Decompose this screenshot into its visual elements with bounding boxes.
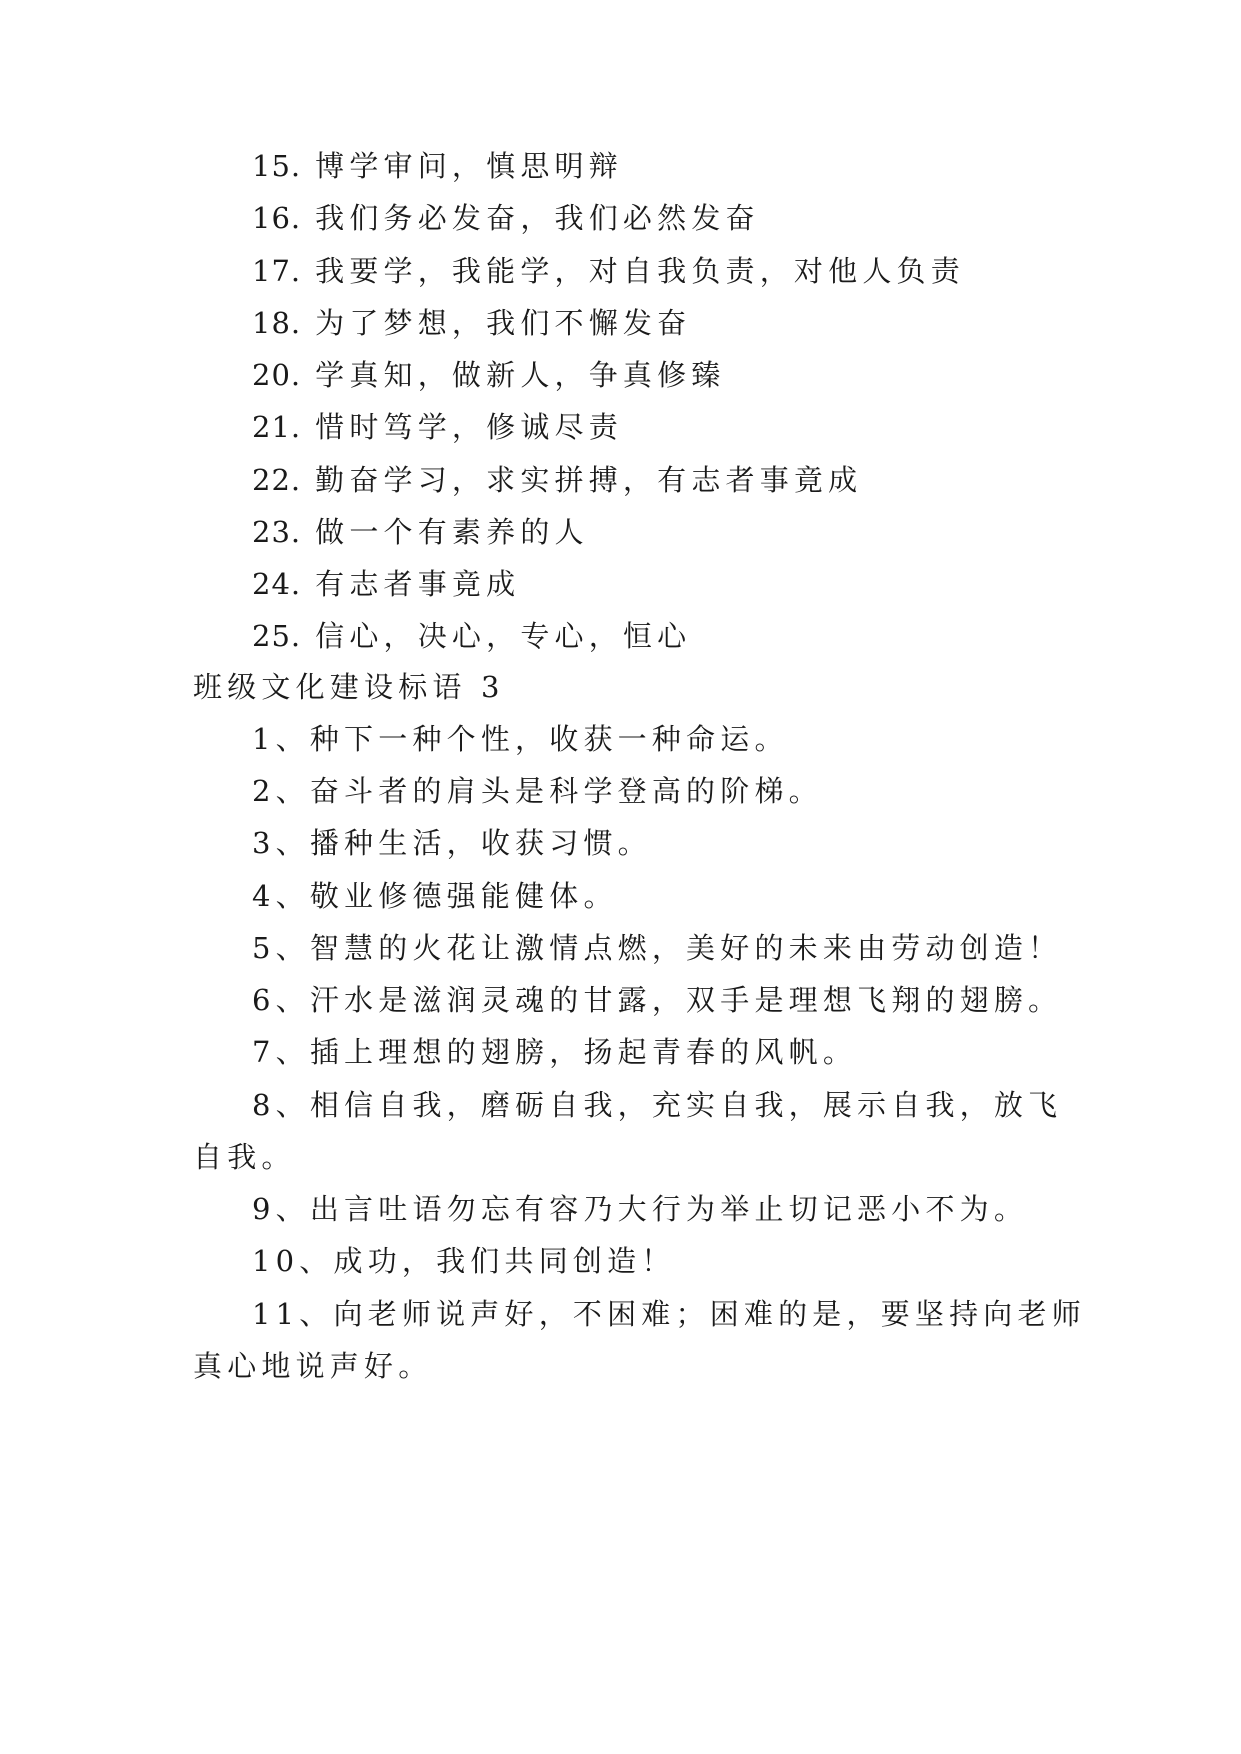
list-item: 2、奋斗者的肩头是科学登高的阶梯。 [252, 774, 823, 808]
list-item: 7、插上理想的翅膀，扬起青春的风帆。 [252, 1035, 858, 1069]
item-number: 16. [252, 201, 302, 235]
item-text: 信心，决心，专心，恒心 [315, 619, 692, 653]
list-item: 6、汗水是滋润灵魂的甘露，双手是理想飞翔的翅膀。 [252, 983, 1063, 1017]
list-item: 5、智慧的火花让激情点燃，美好的未来由劳动创造！ [252, 931, 1063, 965]
item-number: 25. [252, 619, 302, 653]
list-item-continuation: 真心地说声好。 [193, 1349, 433, 1383]
list-item [252, 355, 726, 395]
item-text: 惜时笃学，修诚尽责 [315, 410, 623, 444]
list-item [252, 146, 623, 186]
list-item: 11、向老师说声好，不困难；困难的是，要坚持向老师 [252, 1297, 1086, 1331]
list-item: 4、敬业修德强能健体。 [252, 879, 618, 913]
item-text: 学真知，做新人，争真修臻 [315, 358, 726, 392]
item-number: 20. [252, 358, 302, 392]
list-item [252, 460, 862, 500]
list-item: 8、相信自我，磨砺自我，充实自我，展示自我，放飞 [252, 1088, 1063, 1122]
list-item [252, 303, 691, 343]
list-item: 3、播种生活，收获习惯。 [252, 826, 652, 860]
list-item [252, 616, 691, 656]
list-item: 1、种下一种个性，收获一种命运。 [252, 722, 789, 756]
item-text: 博学审问，慎思明辩 [315, 149, 623, 183]
list-item [252, 198, 760, 238]
list-item [252, 407, 623, 447]
item-number: 17. [252, 254, 302, 288]
list-item [252, 564, 520, 604]
item-text: 有志者事竟成 [315, 567, 521, 601]
item-text: 我要学，我能学，对自我负责，对他人负责 [315, 254, 965, 288]
item-text: 为了梦想，我们不懈发奋 [315, 306, 692, 340]
item-number: 15. [252, 149, 302, 183]
section-heading: 班级文化建设标语 3 [193, 670, 505, 704]
item-number: 18. [252, 306, 302, 340]
list-item [252, 512, 589, 552]
item-text: 做一个有素养的人 [315, 515, 589, 549]
item-text: 勤奋学习，求实拼搏，有志者事竟成 [315, 463, 863, 497]
list-item [252, 251, 965, 291]
item-number: 21. [252, 410, 302, 444]
item-number: 22. [252, 463, 302, 497]
item-number: 24. [252, 567, 302, 601]
item-text: 我们务必发奋，我们必然发奋 [315, 201, 760, 235]
list-item-continuation: 自我。 [193, 1140, 296, 1174]
list-item: 9、出言吐语勿忘有容乃大行为举止切记恶小不为。 [252, 1192, 1029, 1226]
list-item: 10、成功，我们共同创造！ [252, 1244, 676, 1278]
item-number: 23. [252, 515, 302, 549]
